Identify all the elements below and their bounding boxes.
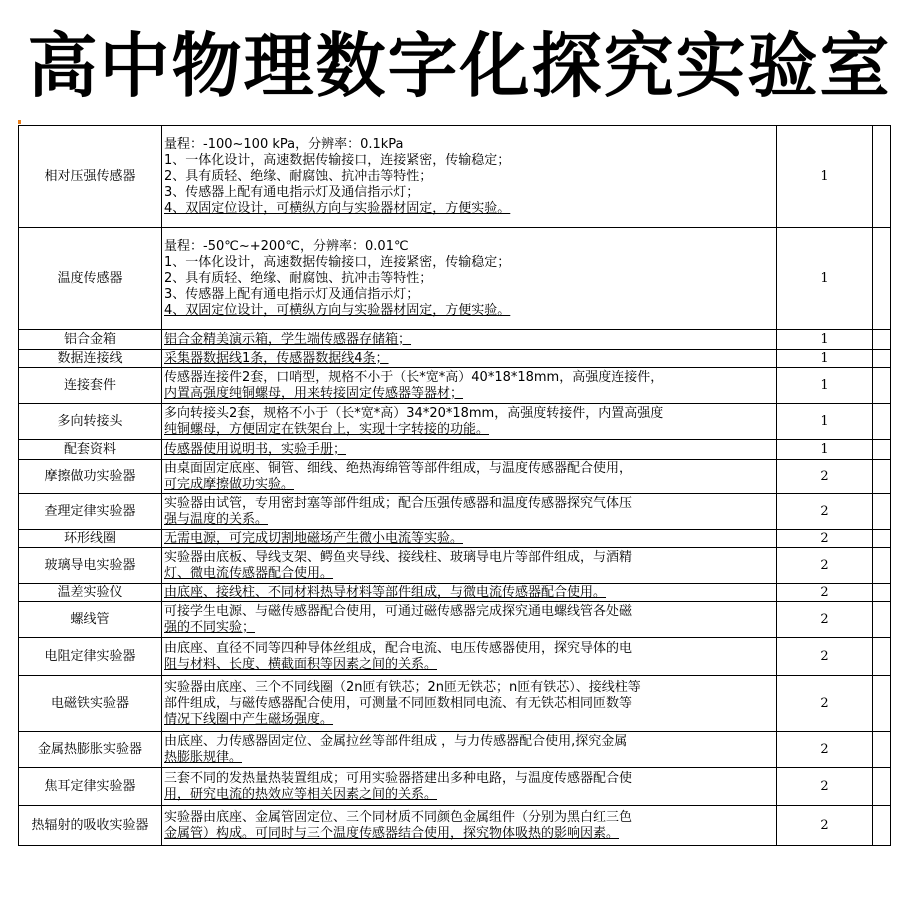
item-name-cell: 相对压强传感器 (19, 126, 162, 228)
item-quantity-cell: 2 (777, 460, 873, 494)
item-description-cell (162, 404, 777, 440)
description-line: 多向转接头2套，规格不小于（长*宽*高）34*20*18mm，高强度转接件，内置高强度 (164, 405, 664, 421)
table-row (19, 638, 891, 676)
item-quantity-cell: 2 (777, 768, 873, 806)
item-description-cell (162, 768, 777, 806)
description-line: 部件组成，与磁传感器配合使用，可测量不同匝数相同电流、有无铁芯相同匝数等 (164, 695, 633, 711)
empty-cell (873, 548, 891, 584)
item-description-cell (162, 806, 777, 846)
table-row (19, 676, 891, 732)
description-line: 金属管）构成。可同时与三个温度传感器结合使用，探究物体吸热的影响因素。 (164, 825, 620, 841)
empty-cell (873, 806, 891, 846)
description-line: 由桌面固定底座、铜管、细线、绝热海绵管等部件组成，与温度传感器配合使用， (164, 460, 633, 476)
description-line: 传感器使用说明书，实验手册； (164, 441, 347, 457)
item-quantity-cell: 1 (777, 350, 873, 368)
equipment-table-sheet (18, 117, 908, 919)
empty-cell (873, 126, 891, 228)
description-line: 实验器由试管，专用密封塞等部件组成；配合压强传感器和温度传感器探究气体压 (164, 495, 633, 511)
description-line: 量程：-100~100 kPa，分辨率：0.1kPa (164, 136, 404, 152)
description-line: 实验器由底座、金属管固定位、三个同材质不同颜色金属组件（分别为黑白红三色 (164, 809, 633, 825)
item-quantity-cell: 1 (777, 368, 873, 404)
description-line: 1、一体化设计，高速数据传输接口，连接紧密，传输稳定； (164, 254, 511, 270)
table-row (19, 602, 891, 638)
equipment-table-body (19, 126, 891, 846)
description-line: 由底座、直径不同等四种导体丝组成，配合电流、电压传感器使用，探究导体的电 (164, 640, 633, 656)
description-line: 4、双固定位设计，可横纵方向与实验器材固定，方便实验。 (164, 200, 511, 216)
item-description-cell (162, 440, 777, 460)
item-name-cell: 玻璃导电实验器 (19, 548, 162, 584)
empty-cell (873, 228, 891, 330)
empty-cell (873, 602, 891, 638)
item-name-cell: 电磁铁实验器 (19, 676, 162, 732)
description-line: 由底座、力传感器固定位、金属拉丝等部件组成 ，与力传感器配合使用,探究金属 (164, 733, 628, 749)
table-row (19, 768, 891, 806)
description-line: 强的不同实验； (164, 619, 256, 635)
table-row (19, 126, 891, 228)
empty-cell (873, 440, 891, 460)
item-name-cell: 摩擦做功实验器 (19, 460, 162, 494)
table-row (19, 584, 891, 602)
empty-cell (873, 584, 891, 602)
item-name-cell: 查理定律实验器 (19, 494, 162, 530)
empty-cell (873, 460, 891, 494)
item-description-cell (162, 584, 777, 602)
description-line: 量程：-50℃~+200℃，分辨率：0.01℃ (164, 238, 409, 254)
description-line: 2、具有质轻、绝缘、耐腐蚀、抗冲击等特性； (164, 168, 433, 184)
description-line: 4、双固定位设计，可横纵方向与实验器材固定，方便实验。 (164, 302, 511, 318)
description-line: 灯、微电流传感器配合使用。 (164, 565, 334, 581)
page-title: 高中物理数字化探究实验室 (27, 25, 892, 107)
description-line: 情况下线圈中产生磁场强度。 (164, 711, 334, 727)
description-line: 可完成摩擦做功实验。 (164, 476, 295, 492)
description-line: 1、一体化设计，高速数据传输接口，连接紧密，传输稳定； (164, 152, 511, 168)
item-name-cell: 数据连接线 (19, 350, 162, 368)
description-line: 纯铜螺母，方便固定在铁架台上，实现十字转接的功能。 (164, 421, 490, 437)
table-row (19, 350, 891, 368)
item-quantity-cell: 1 (777, 228, 873, 330)
item-quantity-cell: 2 (777, 806, 873, 846)
empty-cell (873, 676, 891, 732)
empty-cell (873, 530, 891, 548)
item-name-cell: 温差实验仪 (19, 584, 162, 602)
item-quantity-cell: 1 (777, 404, 873, 440)
description-line: 3、传感器上配有通电指示灯及通信指示灯； (164, 184, 420, 200)
item-description-cell (162, 126, 777, 228)
description-line: 由底座、接线柱、不同材料热导材料等部件组成，与微电流传感器配合使用。 (164, 584, 607, 600)
description-line: 实验器由底座、三个不同线圈（2n匝有铁芯；2n匝无铁芯；n匝有铁芯）、接线柱等 (164, 679, 641, 695)
item-name-cell: 金属热膨胀实验器 (19, 732, 162, 768)
description-line: 三套不同的发热量热装置组成；可用实验器搭建出多种电路，与温度传感器配合使 (164, 770, 633, 786)
description-line: 采集器数据线1条，传感器数据线4条； (164, 350, 389, 366)
item-quantity-cell: 1 (777, 330, 873, 350)
description-line: 可接学生电源、与磁传感器配合使用，可通过磁传感器完成探究通电螺线管各处磁 (164, 603, 633, 619)
cutoff-previous-row (18, 117, 878, 125)
description-line: 用，研究电流的热效应等相关因素之间的关系。 (164, 786, 438, 802)
item-name-cell: 连接套件 (19, 368, 162, 404)
description-line: 阻与材料、长度、横截面积等因素之间的关系。 (164, 656, 438, 672)
item-name-cell: 螺线管 (19, 602, 162, 638)
item-description-cell (162, 732, 777, 768)
table-row (19, 806, 891, 846)
item-quantity-cell: 2 (777, 602, 873, 638)
table-row (19, 440, 891, 460)
item-quantity-cell: 2 (777, 494, 873, 530)
empty-cell (873, 638, 891, 676)
empty-cell (873, 732, 891, 768)
item-name-cell: 多向转接头 (19, 404, 162, 440)
description-line: 无需电源，可完成切割地磁场产生微小电流等实验。 (164, 530, 464, 546)
item-description-cell (162, 548, 777, 584)
item-name-cell: 环形线圈 (19, 530, 162, 548)
table-row (19, 228, 891, 330)
item-description-cell (162, 676, 777, 732)
item-name-cell: 温度传感器 (19, 228, 162, 330)
item-description-cell (162, 368, 777, 404)
item-description-cell (162, 460, 777, 494)
item-quantity-cell: 1 (777, 440, 873, 460)
empty-cell (873, 330, 891, 350)
item-quantity-cell: 2 (777, 548, 873, 584)
item-quantity-cell: 1 (777, 126, 873, 228)
item-name-cell: 热辐射的吸收实验器 (19, 806, 162, 846)
table-row (19, 732, 891, 768)
table-row (19, 494, 891, 530)
item-description-cell (162, 530, 777, 548)
description-line: 内置高强度纯铜螺母，用来转接固定传感器等器材； (164, 385, 464, 401)
table-row (19, 460, 891, 494)
empty-cell (873, 404, 891, 440)
description-line: 2、具有质轻、绝缘、耐腐蚀、抗冲击等特性； (164, 270, 433, 286)
table-row (19, 404, 891, 440)
item-quantity-cell: 2 (777, 676, 873, 732)
item-description-cell (162, 602, 777, 638)
description-line: 3、传感器上配有通电指示灯及通信指示灯； (164, 286, 420, 302)
empty-cell (873, 494, 891, 530)
cell-selection-marker (18, 120, 21, 124)
item-quantity-cell: 2 (777, 584, 873, 602)
table-row (19, 548, 891, 584)
item-name-cell: 配套资料 (19, 440, 162, 460)
equipment-table (18, 125, 891, 846)
item-name-cell: 电阻定律实验器 (19, 638, 162, 676)
item-name-cell: 焦耳定律实验器 (19, 768, 162, 806)
table-row (19, 530, 891, 548)
item-description-cell (162, 350, 777, 368)
item-quantity-cell: 2 (777, 732, 873, 768)
table-row (19, 368, 891, 404)
description-line: 实验器由底板、导线支架、鳄鱼夹导线、接线柱、玻璃导电片等部件组成，与酒精 (164, 549, 633, 565)
item-quantity-cell: 2 (777, 638, 873, 676)
item-name-cell: 铝合金箱 (19, 330, 162, 350)
description-line: 强与温度的关系。 (164, 511, 269, 527)
item-quantity-cell: 2 (777, 530, 873, 548)
item-description-cell (162, 494, 777, 530)
table-row (19, 330, 891, 350)
empty-cell (873, 350, 891, 368)
description-line: 传感器连接件2套，口哨型，规格不小于（长*宽*高）40*18*18mm，高强度连接件， (164, 369, 664, 385)
description-line: 热膨胀规律。 (164, 749, 243, 765)
item-description-cell (162, 228, 777, 330)
description-line: 铝合金精美演示箱，学生端传感器存储箱； (164, 331, 412, 347)
item-description-cell (162, 638, 777, 676)
item-description-cell (162, 330, 777, 350)
empty-cell (873, 368, 891, 404)
empty-cell (873, 768, 891, 806)
